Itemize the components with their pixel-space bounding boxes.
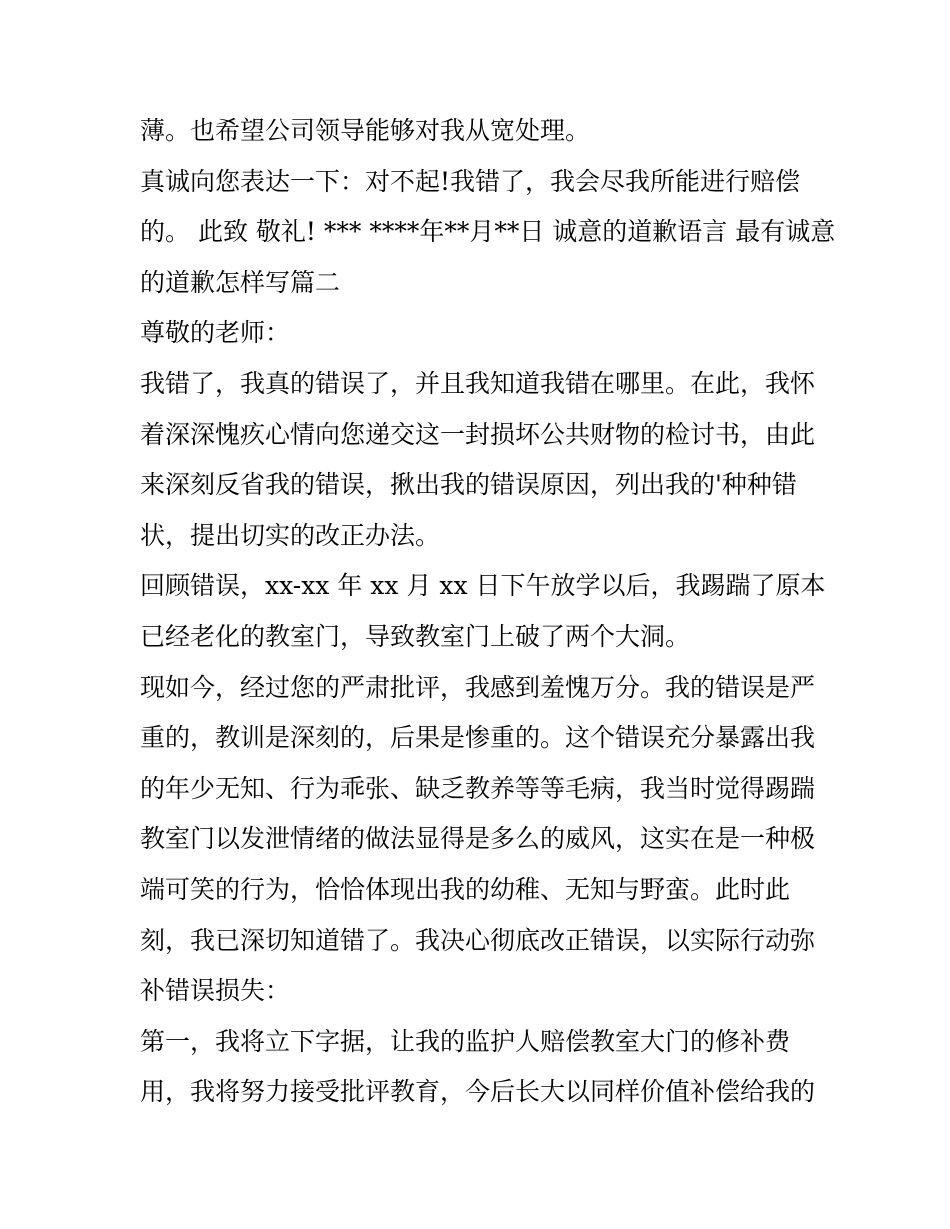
text-line: 着深深愧疚心情向您递交这一封损坏公共财物的检讨书，由此 [140, 419, 816, 449]
text-line: 我错了，我真的错误了，并且我知道我错在哪里。在此，我怀 [140, 368, 816, 398]
text-line: 刻，我已深切知道错了。我决心彻底改正错误，以实际行动弥 [140, 925, 816, 955]
text-line: 的。 此致 敬礼! *** ****年**月**日 诚意的道歉语言 最有诚意 [140, 217, 836, 247]
text-line: 补错误损失： [140, 976, 291, 1006]
text-line: 教室门以发泄情绪的做法显得是多么的威风，这实在是一种极 [140, 824, 816, 854]
text-line: 重的，教训是深刻的，后果是惨重的。这个错误充分暴露出我 [140, 723, 816, 753]
text-line: 薄。也希望公司领导能够对我从宽处理。 [140, 116, 591, 145]
text-line: 状，提出切实的改正办法。 [140, 520, 441, 550]
text-line: 的道歉怎样写篇二 [140, 267, 341, 297]
text-line: 端可笑的行为，恰恰体现出我的幼稚、无知与野蛮。此时此 [140, 874, 791, 904]
text-line: 真诚向您表达一下：对不起!我错了，我会尽我所能进行赔偿 [140, 166, 801, 196]
text-line: 用，我将努力接受批评教育，今后长大以同样价值补偿给我的 [140, 1077, 816, 1107]
salutation: 尊敬的老师： [140, 318, 291, 348]
document-body [140, 106, 836, 1118]
text-line: 回顾错误，xx-xx 年 xx 月 xx 日下午放学以后，我踢踹了原本 [140, 571, 826, 601]
text-line: 的年少无知、行为乖张、缺乏教养等等毛病，我当时觉得踢踹 [140, 773, 816, 803]
text-line: 已经老化的教室门，导致教室门上破了两个大洞。 [140, 621, 691, 651]
text-line: 第一，我将立下字据，让我的监护人赔偿教室大门的修补费 [140, 1026, 791, 1056]
text-line: 来深刻反省我的错误，揪出我的错误原因，列出我的'种种错 [140, 470, 797, 500]
text-line: 现如今，经过您的严肃批评，我感到羞愧万分。我的错误是严 [140, 672, 816, 702]
